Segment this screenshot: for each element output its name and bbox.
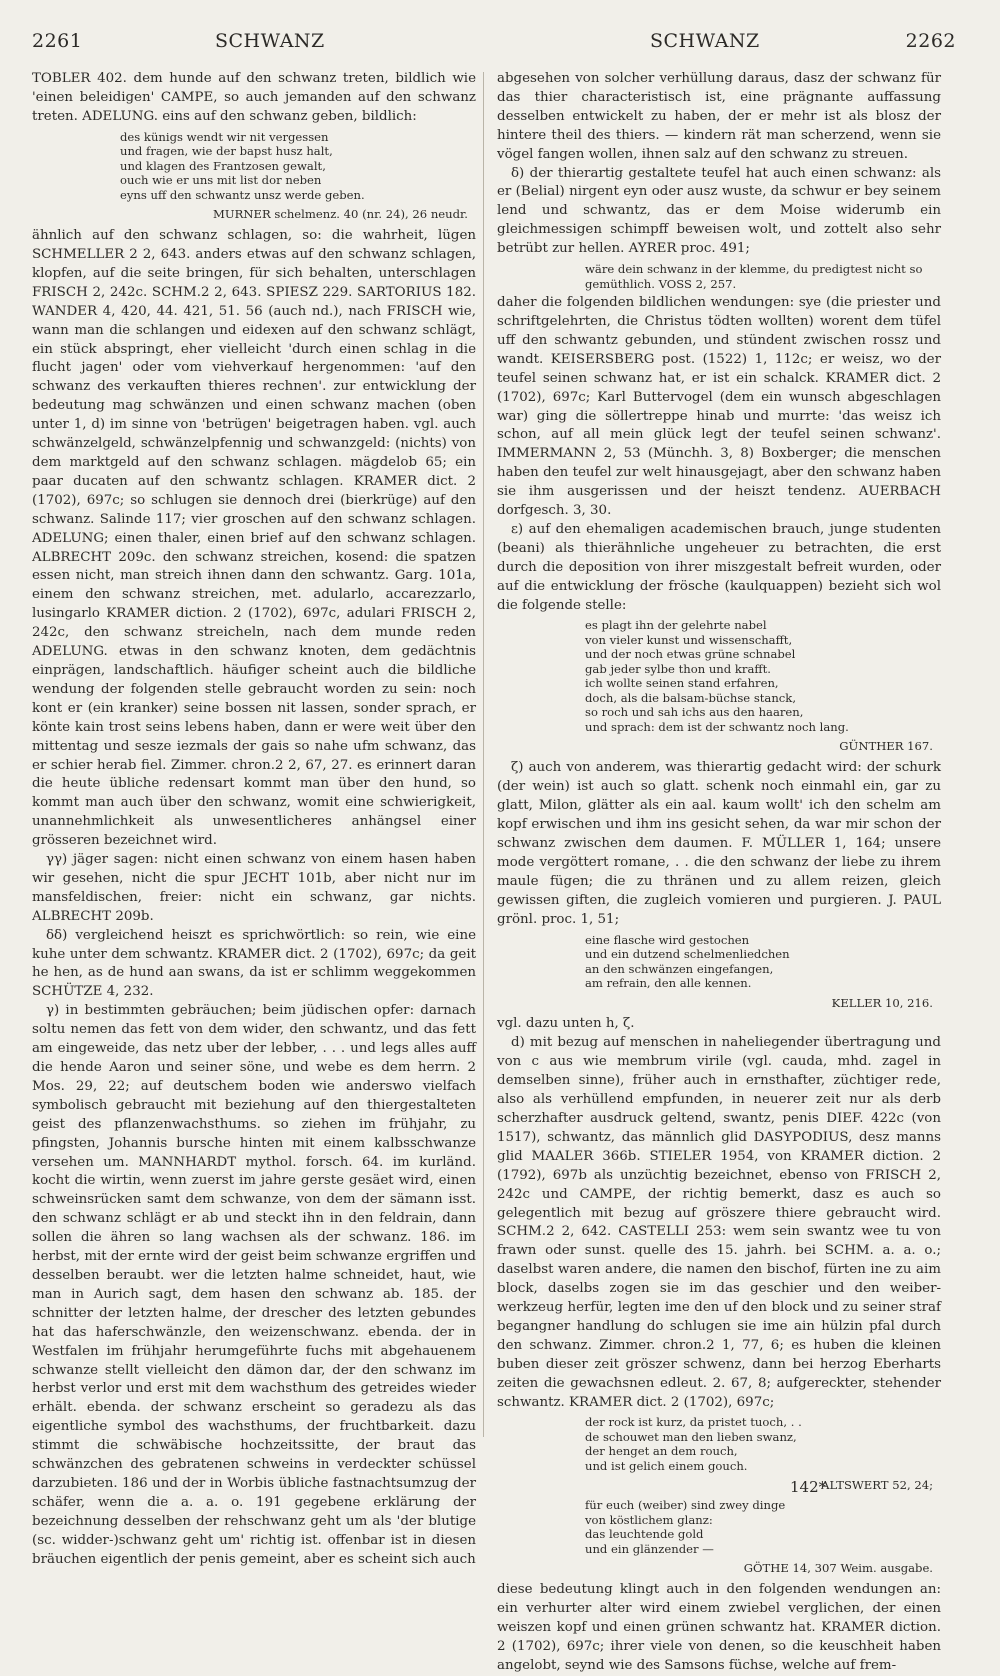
left-paragraph-4: δδ) vergleichend heiszt es sprichwörtlich: so rein, wie eine kuhe unter dem schwantz. KRAMER dict. 2 (1702), 697c; da geit he hen, as de hund aan swans, da ist er schlimm weggekommen SCHÜTZE 4, 232. <box>32 927 476 1000</box>
right-quote-4: der rock ist kurz, da pristet tuoch, . . de schouwet man den lieben swanz, der henget an dem rouch, und ist gelich einem gouch. <box>585 1415 802 1473</box>
right-quote-1: wäre dein schwanz in der klemme, du predigtest nicht so gemüthlich. VOSS 2, 257. <box>585 262 923 291</box>
right-paragraph-5: ζ) auch von anderem, was thierartig gedacht wird: der schurk (der wein) ist auch so glatt. schenk noch einmahl ein, gar zu glatt, Milon, glätter als ein aal. kaum wollt' ich den schelm am kopf erwischen und ihm ins gesicht sehen, da war mir schon der schwanz zwischen dem daumen. F. MÜLLER 1, 164; unsere mode vergöttert romane, . . die den schwanz der liebe zu ihrem maule fügen; die zu thränen und zu allem reizen, gleich gewissen giften, die zugleich vomieren und purgieren. J. PAUL grönl. proc. 1, 51; <box>497 760 941 927</box>
right-column <box>497 70 941 1676</box>
right-paragraph-7: d) mit bezug auf menschen in naheliegender übertragung und von c aus wie membrum virile (vgl. cauda, mhd. zagel in demselben sinne), früher auch in ernsthafter, züchtiger rede, also als verhüllend empfunden, in neuerer zeit nur als derb scherzhafter ausdruck geltend, swantz, penis DIEF. 422c (von 1517), schwantz, das männlich glid DASYPODIUS, desz manns glid MAALER 366b. STIELER 1954, von KRAMER diction. 2 (1792), 697b als unzüchtig bezeichnet, ebenso von FRISCH 2, 242c und CAMPE, der richtig bemerkt, dasz es auch so gelegentlich mit bezug auf gröszere thiere gebraucht wird. SCHM.2 2, 642. CASTELLI 253: wem sein swantz wee tu von frawn oder sunst. quelle des 15. jahrh. bei SCHM. a. a. o.; daselbst waren andere, die namen den bischof, fürten ine zu aim block, daselbs zogen sie im das geschier und den weiber-werkzeug herfür, legten ime den uf den block und zu seiner straf begangner handlung do schlugen sie ime ain hülzin pfal durch den schwanz. Zimmer. chron.2 1, 77, 6; es huben die kleinen buben dieser zeit gröszer schwenz, dann bei herzog Eberharts zeiten die gewachsnen edleut. 2. 67, 8; aufgereckter, stehender schwantz. KRAMER dict. 2 (1702), 697c; <box>497 1035 941 1410</box>
right-paragraph-2: δ) der thierartig gestaltete teufel hat auch einen schwanz: als er (Belial) nirgent eyn oder ausz wuste, da schwur er bey seinem lend und schwantz, das er dem Moise widerumb ein gleichmessigen schimpff beweisen wolt, und zottelt also sehr betrübt zur hellen. AYRER proc. 491; <box>497 165 941 257</box>
running-title-right: SCHWANZ <box>650 30 760 52</box>
right-paragraph-6: vgl. dazu unten h, ζ. <box>497 1016 635 1032</box>
left-quote-1-source: MURNER schelmenz. 40 (nr. 24), 26 neudr. <box>213 207 468 222</box>
right-quote-3-source: KELLER 10, 216. <box>831 995 933 1010</box>
right-paragraph-8: diese bedeutung klingt auch in den folgenden wendungen an: ein verhurter alter wird einem zwiebel verglichen, der einen weiszen kopf und einen grünen schwantz hat. KRAMER diction. 2 (1702), 697c; ihrer viele von denen, so die keuschheit haben angelobt, seynd wie des Samsons füchse, welche auf frem- <box>497 1582 941 1673</box>
right-quote-5-source: GÖTHE 14, 307 Weim. ausgabe. <box>743 1561 933 1576</box>
right-quote-2: es plagt ihn der gelehrte nabel von vieler kunst und wissenschafft, und der noch etwas grüne schnabel gab jeder sylbe thon und krafft. ich wollte seinen stand erfahren, doch, als die balsam-büchse stanck, so roch und sah ichs aus den haaren, und sprach: dem ist der schwantz noch lang. <box>585 618 849 734</box>
signature-mark: 142* <box>790 1478 827 1496</box>
right-paragraph-4: ε) auf den ehemaligen academischen brauch, junge studenten (beani) als thierähnliche ungeheuer zu betrachten, die erst durch die deposition von ihrer miszgestalt befreit wurden, oder auf die entwicklung der frösche (kaulquappen) bezieht sich wol die folgende stelle: <box>497 521 941 613</box>
left-paragraph-1: TOBLER 402. dem hunde auf den schwanz treten, bildlich wie 'einen beleidigen' CAMPE, so auch jemanden auf den schwanz treten. ADELUNG. eins auf den schwanz geben, bildlich: <box>32 71 476 124</box>
right-quote-2-source: GÜNTHER 167. <box>839 739 933 754</box>
right-paragraph-1: abgesehen von solcher verhüllung daraus, dasz der schwanz für das thier characteristisch ist, eine prägnante auffassung desselben entwickelt zu haben, der er mehr ist als blosz der hintere theil des thiers. — kindern rät man scherzend, wenn sie vögel fangen wollen, ihnen salz auf den schwanz zu streuen. <box>497 71 941 162</box>
running-title-left: SCHWANZ <box>215 30 325 52</box>
left-column <box>32 70 476 1569</box>
page-number-right: 2262 <box>905 30 956 52</box>
right-paragraph-3: daher die folgenden bildlichen wendungen: sye (die priester und schriftgelehrten, die Christus tödten wollten) worent dem tüfel uff den schwantz gebunden, und stündent zwischen rossz und wandt. KEISERSBERG post. (1522) 1, 112c; er weisz, wo der teufel seinen schwanz hat, er ist ein schalck. KRAMER dict. 2 (1702), 697c; Karl Buttervogel (dem ein wunsch abgeschlagen war) ging die söllertreppe hinab und murrte: 'das weisz ich schon, auf all mein glück legt der teufel seinen schwanz'. IMMERMANN 2, 53 (Münchh. 3, 8) Boxberger; die menschen haben den teufel zur welt hinausgejagt, aber den schwanz haben sie ihm ausgerissen und der heiszt tendenz. AUERBACH dorfgesch. 3, 30. <box>497 295 941 519</box>
right-quote-4-source: ALTSWERT 52, 24; <box>821 1478 933 1493</box>
column-divider <box>483 72 484 1437</box>
right-quote-3: eine flasche wird gestochen und ein dutzend schelmenliedchen an den schwänzen eingefangen, am refrain, den alle kennen. <box>585 932 790 991</box>
left-paragraph-2: ähnlich auf den schwanz schlagen, so: die wahrheit, lügen SCHMELLER 2 2, 643. anders etwas auf den schwanz schlagen, klopfen, auf die seite bringen, für sich behalten, unterschlagen FRISCH 2, 242c. SCHM.2 2, 643. SPIESZ 229. SARTORIUS 182. WANDER 4, 420, 44. 421, 51. 56 (auch nd.), nach FRISCH wie, wann man die schlangen und eidexen auf den schwanz schlägt, ein stück abspringt, eher vielleicht 'durch einen schlag in die flucht jagen' oder vom viehverkauf hergenommen: 'auf den schwanz des verkauften thieres rechnen'. zur entwicklung der bedeutung mag schwänzen und einen schwanz machen (oben unter 1, d) im sinne von 'betrügen' beigetragen haben. vgl. auch schwänzelgeld, schwänzelpfennig und schwanzgeld: (nichts) von dem marktgeld auf den schwanz schlagen. mägdelob 65; ein paar ducaten auf den schwantz schlagen. KRAMER dict. 2 (1702), 697c; so schlugen sie dennoch drei (bierkrüge) auf den schwanz. Salinde 117; vier groschen auf den schwanz schlagen. ADELUNG; einen thaler, einen brief auf den schwanz schlagen. ALBRECHT 209c. den schwanz streichen, kosend: die spatzen essen nicht, man streich ihnen dann den schwantz. Garg. 101a, einem den schwanz streichen, met. adularlo, accarezzarlo, lusingarlo KRAMER diction. 2 (1702), 697c, adulari FRISCH 2, 242c, den schwanz streicheln, nach dem munde reden ADELUNG. etwas in den schwanz knoten, dem gedächtnis einprägen, landschaftlich. häufiger scheint auch die bildliche wendung der folgenden stelle gebraucht worden zu sein: noch kont er (ein kranker) seine bossen nit lassen, sonder sprach, er könte kain trost seins lebens haben, dann er were weit über den mittentag und sesze iezmals der gais so nahe ufm schwanz, das er schier herab fiel. Zimmer. chron.2 2, 67, 27. es erinnert daran die heute übliche redensart kommt man über den hund, so kommt man auch über den schwanz, womit eine schwierigkeit, unannehmlichkeit als unwesentlicheres anhängsel einer grösseren bezeichnet wird. <box>32 228 476 849</box>
left-paragraph-5: γ) in bestimmten gebräuchen; beim jüdischen opfer: darnach soltu nemen das fett von dem wider, den schwantz, und das fett am eingeweide, das netz uber der lebber, . . . und legs alles auff die hende Aaron und seiner söne, und webe es dem herrn. 2 Mos. 29, 22; auf deutschem boden wie anderswo vielfach symbolisch gebraucht mit beziehung auf den thiergestalteten geist des pflanzenwachsthums. so ziehen im frühjahr, zu pfingsten, Johannis bursche hinten mit einem kalbsschwanze versehen um. MANNHARDT mythol. forsch. 64. im kurländ. kocht die wirtin, wenn zuerst im jahre gerste gesäet wird, einen schweinsrücken samt dem schwanze, von dem der sämann isst. den schwanz schlägt er ab und steckt ihn in den feldrain, dann sollen die ähren so lang wachsen als der schwanz. 186. im herbst, mit der ernte wird der geist beim schwanze ergriffen und desselben beraubt. wer die letzten halme schneidet, haut, wie man in Aurich sagt, dem hasen den schwanz ab. 185. der schnitter der letzten halme, der drescher des letzten gebundes hat das haferschwänzle, den weizenschwanz. ebenda. der in Westfalen im frühjahr herumgeführte fuchs mit abgehauenem schwanze stellt vielleicht den dämon dar, der den schwanz im herbst verlor und erst mit dem wachsthum des getreides wieder erhält. ebenda. der schwanz erscheint so geradezu als das eigentliche symbol des wachsthums, der fruchtbarkeit. dazu stimmt die schwäbische hochzeitssitte, der braut das schwänzchen des gebratenen schweins in verdeckter schüssel darzubieten. 186 und der in Worbis übliche fastnachtsumzug der schäfer, wenn die a. a. o. 191 gegebene erklärung der bezeichnung desselben der rehschwanz geht um als 'der blutige (sc. widder-)schwanz geht um' richtig ist. offenbar ist in diesen bräuchen eigentlich der penis gemeint, aber es scheint sich auch <box>32 1003 476 1567</box>
right-quote-5: für euch (weiber) sind zwey dinge von köstlichem glanz: das leuchtende gold und ein glänzender — <box>585 1498 786 1556</box>
left-paragraph-3: γγ) jäger sagen: nicht einen schwanz von einem hasen haben wir gesehen, nicht die spur JECHT 101b, aber nicht nur im mansfeldischen, freier: nicht ein schwanz, gar nichts. ALBRECHT 209b. <box>32 852 476 924</box>
page-number-left: 2261 <box>32 30 83 52</box>
left-quote-1: des künigs wendt wir nit vergessen und fragen, wie der bapst husz halt, und klagen des Frantzosen gewalt, ouch wie er uns mit list dor neben eyns uff den schwantz unsz werde geben. <box>120 129 365 202</box>
